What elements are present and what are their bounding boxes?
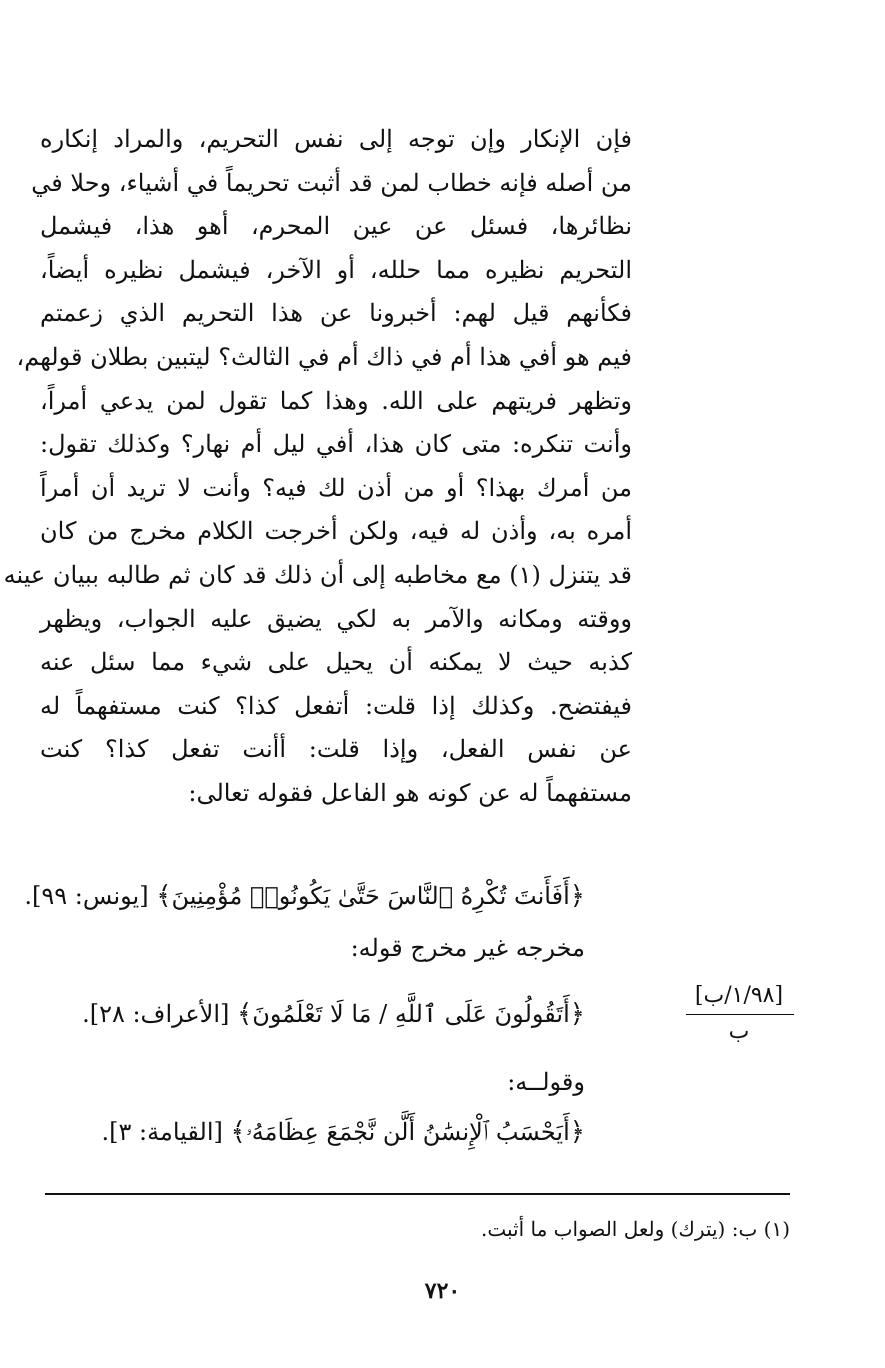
footnote: (١) ب: (يترك) ولعل الصواب ما أثبت. bbox=[480, 1217, 790, 1241]
folio-reference: [١/٩٨/ب] bbox=[694, 983, 784, 1008]
body-line: فيفتضح. وكذلك إذا قلت: أتفعل كذا؟ كنت مستفهماً له bbox=[40, 691, 632, 720]
body-line: كذبه حيث لا يمكنه أن يحيل على شيء مما سئل عنه bbox=[40, 648, 632, 677]
body-line: فيم هو أفي هذا أم في ذاك أم في الثالث؟ ليتبين بطلان قولهم، bbox=[16, 342, 632, 371]
body-line: من أصله فإنه خطاب لمن قد أثبت تحريماً في أشياء، وحلا في bbox=[31, 168, 632, 197]
quran-verse-yunus bbox=[24, 876, 585, 916]
verse-bracket-open: ﴿ bbox=[569, 881, 585, 911]
body-line: قد يتنزل (١) مع مخاطبه إلى أن ذلك قد كان ثم طالبه ببيان عينه bbox=[3, 560, 632, 589]
body-line: أمره به، وأذن له فيه، ولكن أخرجت الكلام مخرج من كان bbox=[40, 517, 632, 546]
body-line: مستفهماً له عن كونه هو الفاعل فقوله تعالى: bbox=[188, 778, 632, 807]
text-line: وقولــه: bbox=[507, 1068, 585, 1096]
verse-bracket-open: ﴿ bbox=[569, 1117, 585, 1147]
page-number: ٧٢٠ bbox=[424, 1278, 461, 1304]
body-line: وأنت تنكره: متى كان هذا، أفي ليل أم نهار؟ وكذلك تقول: bbox=[40, 430, 632, 459]
verse-bracket-close: ﴾ bbox=[237, 999, 253, 1029]
quran-verse-araf bbox=[82, 994, 585, 1034]
body-line: من أمرك بهذا؟ أو من أذن لك فيه؟ وأنت لا تريد أن أمراً bbox=[40, 473, 632, 502]
verse-bracket-close: ﴾ bbox=[230, 1117, 246, 1147]
text-line: مخرجه غير مخرج قوله: bbox=[350, 934, 585, 962]
body-line: فإن الإنكار وإن توجه إلى نفس التحريم، والمراد إنكاره bbox=[40, 125, 632, 153]
margin-divider bbox=[686, 1014, 794, 1015]
body-line: نظائرها، فسئل عن عين المحرم، أهو هذا، فيشمل bbox=[40, 212, 632, 241]
footnote-divider bbox=[45, 1193, 790, 1195]
verse-bracket-close: ﴾ bbox=[156, 881, 172, 911]
verse-reference: [القيامة: ٣]. bbox=[101, 1118, 223, 1146]
verse-text: أَتَقُولُونَ عَلَى ٱللَّهِ / مَا لَا تَعْلَمُونَ bbox=[252, 1000, 570, 1028]
body-line: التحريم نظيره مما حلله، أو الآخر، فيشمل نظيره أيضاً، bbox=[40, 255, 632, 284]
manuscript-siglum: ب bbox=[728, 1019, 750, 1044]
verse-bracket-open: ﴿ bbox=[569, 999, 585, 1029]
verse-reference: [الأعراف: ٢٨]. bbox=[82, 1000, 230, 1028]
verse-reference: [يونس: ٩٩]. bbox=[24, 882, 149, 910]
verse-text: أَفَأَنتَ تُكْرِهُ ٱلنَّاسَ حَتَّىٰ يَكُونُوا۟ مُؤْمِنِينَ bbox=[171, 882, 570, 910]
body-line: وتظهر فريتهم على الله. وهذا كما تقول لمن يدعي أمراً، bbox=[40, 386, 632, 415]
body-line: ووقته ومكانه والآمر به لكي يضيق عليه الجواب، ويظهر bbox=[40, 604, 632, 633]
body-line: فكأنهم قيل لهم: أخبرونا عن هذا التحريم الذي زعمتم bbox=[40, 299, 632, 328]
body-line: عن نفس الفعل، وإذا قلت: أأنت تفعل كذا؟ كنت bbox=[40, 735, 632, 764]
quran-verse-qiyama bbox=[102, 1112, 585, 1152]
body-text bbox=[3, 118, 632, 816]
verse-text: أَيَحْسَبُ ٱلْإِنسَٰنُ أَلَّن نَّجْمَعَ عِظَامَهُۥ bbox=[245, 1118, 570, 1146]
